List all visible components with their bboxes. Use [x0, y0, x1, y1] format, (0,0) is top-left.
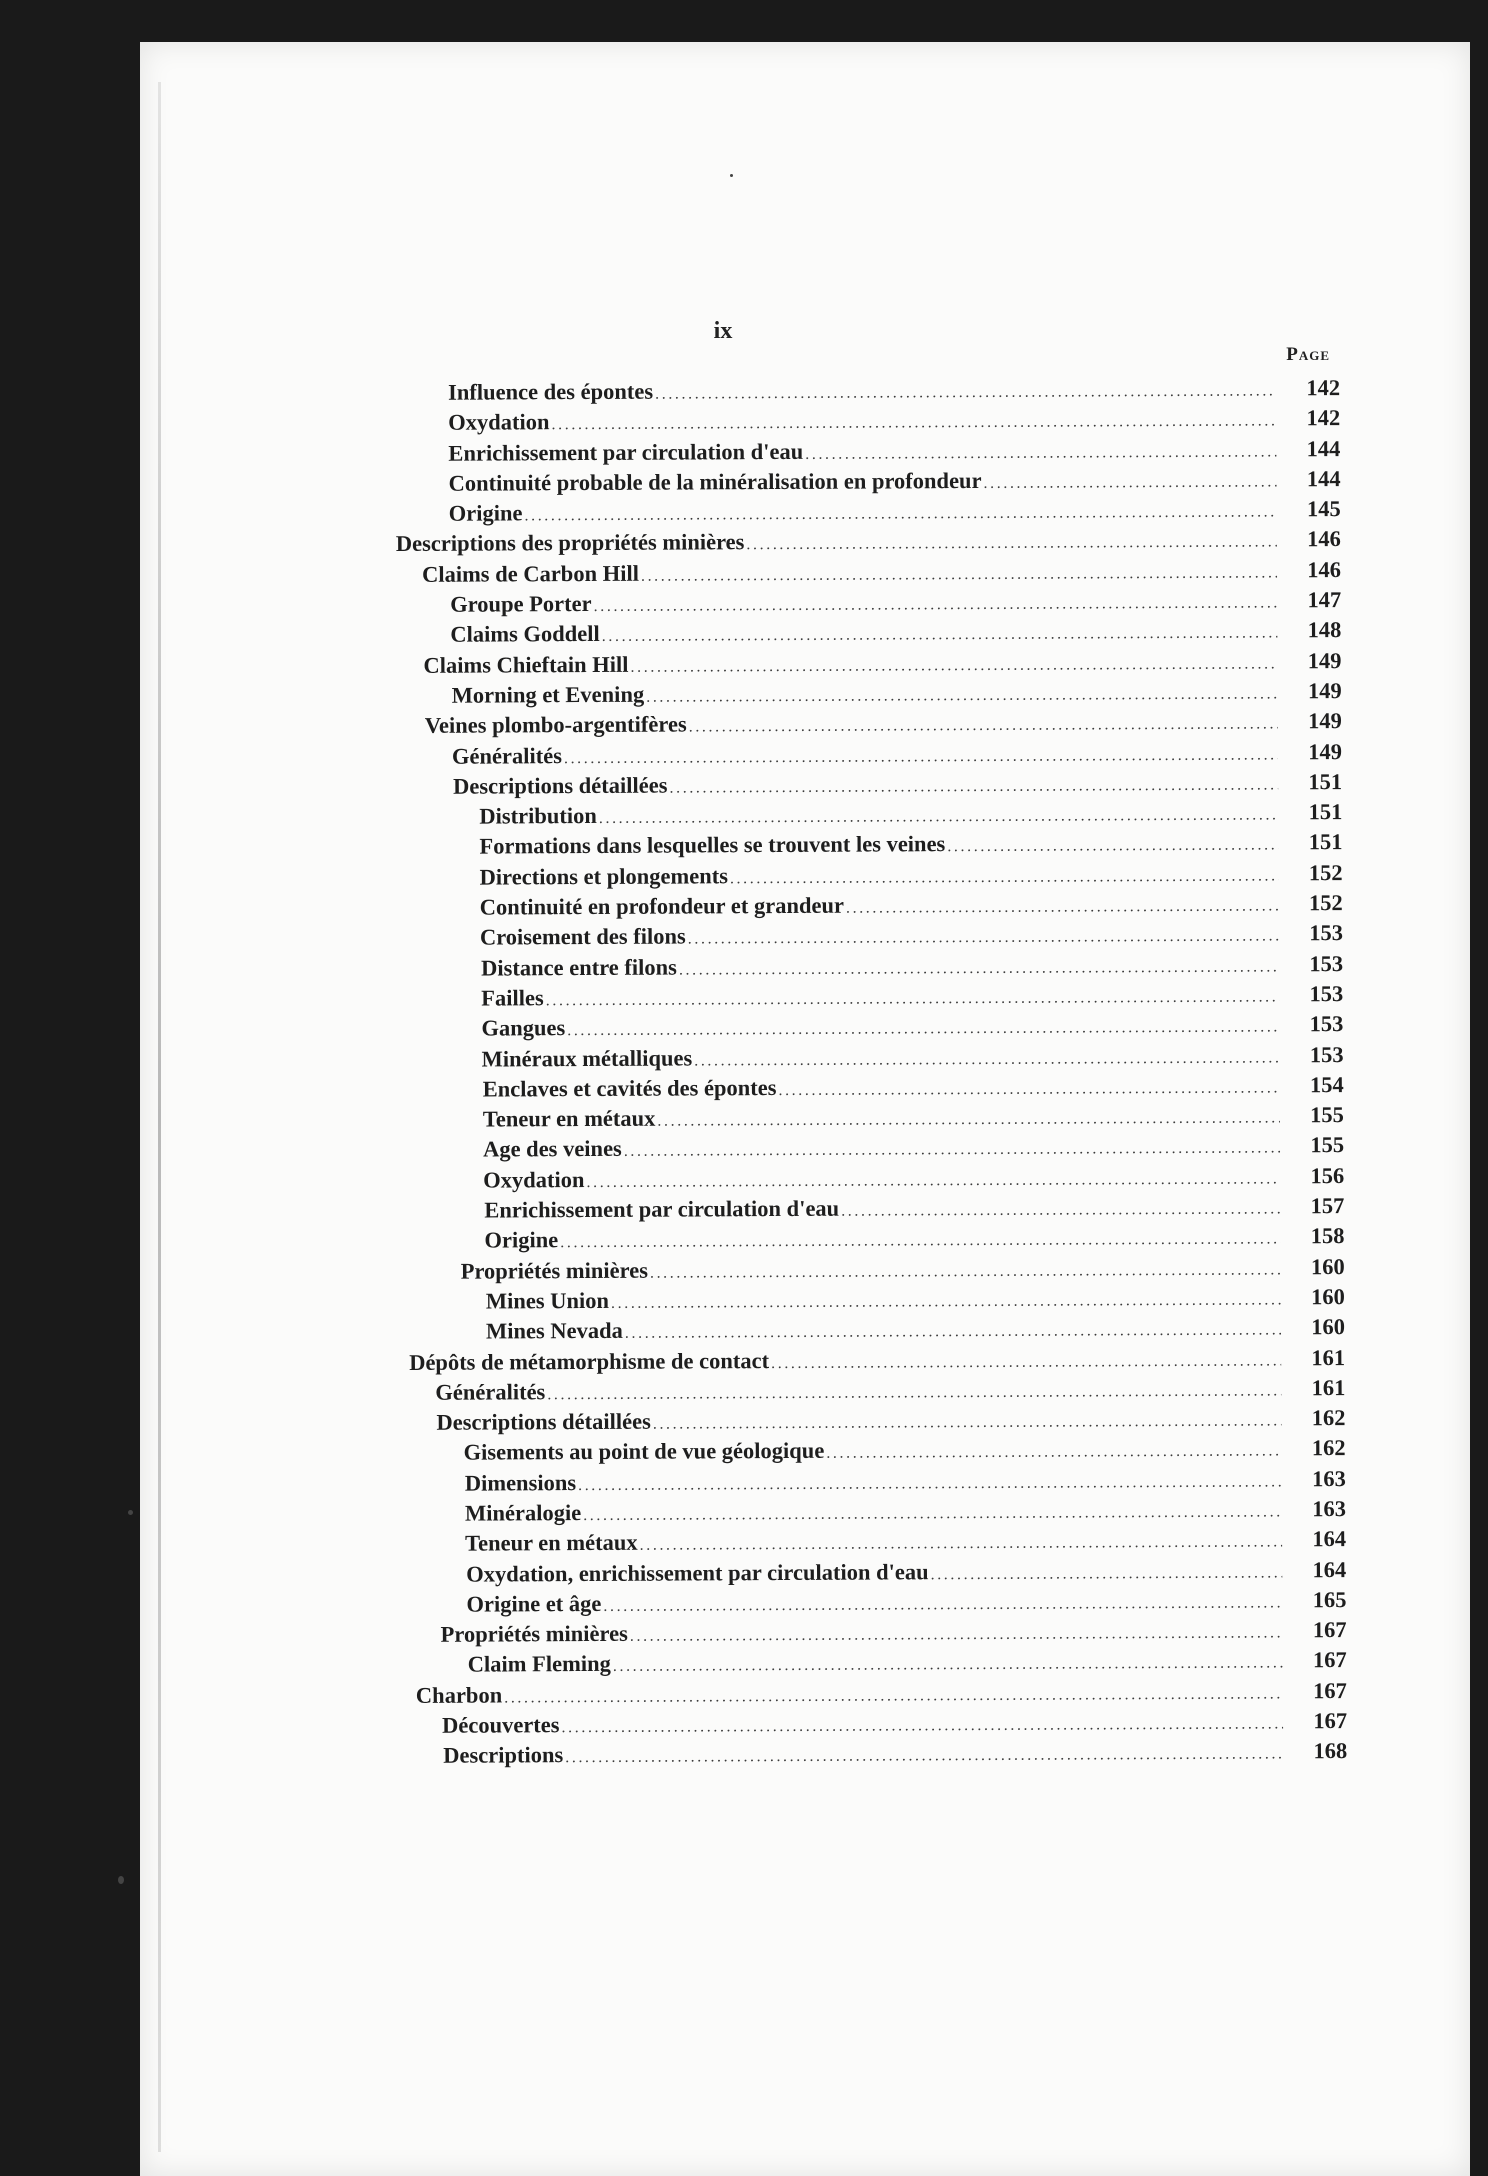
toc-entry-page-number: 153: [1309, 920, 1343, 946]
toc-entry-page-number: 156: [1310, 1162, 1345, 1188]
toc-entry: [400, 1252, 1345, 1287]
dot-leader: [630, 649, 1277, 683]
dot-leader: [657, 1104, 1280, 1138]
toc-entry: [400, 1343, 1345, 1378]
toc-entry: [400, 1312, 1345, 1347]
toc-entry-title: Descriptions détaillées: [453, 772, 668, 799]
toc-entry-title: Claim Fleming: [467, 1651, 611, 1678]
toc-entry: [401, 1433, 1346, 1468]
dot-leader: [602, 619, 1278, 653]
toc-entry-title: Origine et âge: [466, 1590, 602, 1617]
toc-entry: [402, 1706, 1347, 1741]
toc-entry: [395, 373, 1340, 408]
toc-entry-page-number: 162: [1311, 1435, 1346, 1461]
toc-entry-title: Minéraux métalliques: [481, 1044, 693, 1072]
dot-leader: [746, 528, 1277, 561]
toc-entry-title: Origine: [448, 500, 523, 526]
dot-leader: [653, 1406, 1282, 1440]
toc-entry: [402, 1676, 1347, 1711]
toc-entry-page-number: 162: [1311, 1405, 1346, 1431]
dot-leader: [688, 922, 1279, 955]
toc-entry: [396, 525, 1341, 560]
toc-entry-page-number: 160: [1311, 1314, 1346, 1340]
dot-leader: [841, 1194, 1280, 1227]
toc-entry: [398, 888, 1343, 923]
toc-entry-page-number: 146: [1307, 526, 1341, 552]
toc-entry-page-number: 153: [1309, 1041, 1344, 1067]
dot-leader: [805, 437, 1276, 470]
table-of-contents: [395, 373, 1347, 1772]
toc-entry: [402, 1736, 1347, 1771]
toc-entry-page-number: 153: [1309, 980, 1344, 1007]
toc-entry: [402, 1646, 1347, 1681]
dot-leader: [655, 376, 1276, 410]
dot-leader: [689, 710, 1278, 743]
toc-entry-title: Oxydation: [483, 1166, 585, 1193]
toc-entry: [395, 434, 1340, 469]
dot-leader: [578, 1467, 1282, 1501]
toc-entry: [400, 1403, 1345, 1438]
dot-leader: [679, 952, 1279, 985]
dot-leader: [504, 1679, 1283, 1713]
toc-entry: [400, 1373, 1345, 1408]
toc-entry-title: Dimensions: [464, 1469, 577, 1496]
toc-entry: [397, 676, 1342, 711]
dot-leader: [650, 1255, 1281, 1289]
toc-entry-page-number: 151: [1308, 768, 1343, 795]
toc-entry-page-number: 148: [1307, 617, 1342, 643]
toc-entry-title: Claims Goddell: [450, 621, 600, 648]
toc-entry-title: Gangues: [481, 1015, 566, 1041]
toc-entry-page-number: 146: [1307, 556, 1342, 583]
toc-entry: [397, 737, 1342, 772]
toc-entry-page-number: 160: [1311, 1283, 1345, 1310]
dot-leader: [624, 1134, 1280, 1168]
toc-entry-page-number: 163: [1312, 1496, 1346, 1522]
toc-entry-page-number: 149: [1308, 738, 1343, 764]
toc-entry-page-number: 149: [1307, 708, 1342, 734]
toc-entry-title: Continuité probable de la minéralisation en profondeur: [448, 467, 982, 496]
dot-leader: [594, 588, 1278, 622]
toc-entry: [398, 858, 1343, 893]
toc-entry-title: Mines Nevada: [485, 1318, 623, 1344]
toc-entry: [398, 918, 1343, 953]
toc-entry-title: Généralités: [435, 1379, 546, 1405]
toc-entry: [402, 1615, 1347, 1650]
toc-entry-page-number: 167: [1312, 1617, 1347, 1643]
toc-entry-title: Continuité en profondeur et grandeur: [479, 892, 845, 920]
toc-entry-page-number: 149: [1307, 647, 1342, 673]
toc-entry-title: Gisements au point de vue géologique: [463, 1438, 825, 1466]
toc-entry-page-number: 149: [1307, 678, 1342, 704]
toc-entry-page-number: 161: [1311, 1344, 1346, 1370]
dust-speck: [118, 1876, 124, 1884]
toc-entry: [400, 1282, 1345, 1317]
dot-leader: [846, 891, 1279, 924]
toc-entry-page-number: 164: [1312, 1556, 1347, 1582]
dot-leader: [561, 1709, 1283, 1743]
toc-entry-page-number: 160: [1310, 1253, 1345, 1279]
toc-entry: [398, 1040, 1343, 1075]
toc-entry-page-number: 163: [1311, 1465, 1346, 1491]
dot-leader: [613, 1649, 1283, 1683]
toc-entry-title: Enrichissement par circulation d'eau: [448, 438, 804, 466]
dot-leader: [546, 982, 1280, 1016]
toc-entry: [398, 1009, 1343, 1044]
toc-entry-title: Dépôts de métamorphisme de contact: [409, 1347, 770, 1375]
toc-entry-page-number: 152: [1308, 890, 1343, 916]
toc-entry-title: Enclaves et cavités des épontes: [482, 1074, 777, 1102]
dot-leader: [640, 1528, 1283, 1562]
dot-leader: [694, 1043, 1280, 1076]
dot-leader: [567, 1013, 1279, 1047]
toc-entry: [398, 979, 1343, 1014]
toc-entry-page-number: 167: [1312, 1647, 1347, 1673]
toc-entry-title: Origine: [484, 1227, 559, 1253]
toc-entry-title: Croisement des filons: [479, 923, 686, 950]
toc-entry-title: Veines plombo-argentifères: [424, 711, 687, 739]
dot-leader: [630, 1619, 1283, 1653]
toc-entry: [397, 797, 1342, 832]
toc-entry-title: Descriptions: [443, 1742, 564, 1769]
toc-entry-page-number: 142: [1306, 375, 1341, 401]
dot-leader: [524, 498, 1276, 532]
toc-entry-title: Minéralogie: [464, 1500, 582, 1526]
toc-entry-title: Enrichissement par circulation d'eau: [484, 1195, 840, 1223]
toc-entry-page-number: 144: [1306, 435, 1341, 461]
toc-entry-page-number: 155: [1310, 1102, 1344, 1128]
dot-leader: [586, 1164, 1280, 1198]
toc-entry: [399, 1130, 1344, 1165]
toc-entry: [397, 767, 1342, 802]
toc-entry: [399, 1100, 1344, 1135]
toc-entry: [396, 555, 1341, 590]
toc-entry: [397, 706, 1342, 741]
dot-leader: [983, 467, 1276, 499]
toc-entry-title: Teneur en métaux: [465, 1530, 638, 1556]
toc-entry-title: Propriétés minières: [440, 1620, 628, 1647]
toc-entry-page-number: 144: [1306, 465, 1341, 492]
toc-entry-page-number: 145: [1306, 496, 1341, 522]
dot-leader: [625, 1316, 1281, 1350]
toc-entry-title: Claims Chieftain Hill: [423, 651, 629, 678]
dot-leader: [551, 407, 1276, 441]
toc-entry-title: Généralités: [451, 742, 563, 769]
toc-entry-title: Teneur en métaux: [482, 1105, 656, 1132]
toc-entry-page-number: 147: [1307, 587, 1342, 613]
toc-entry-page-number: 158: [1310, 1223, 1345, 1249]
toc-entry: [401, 1524, 1346, 1559]
dot-leader: [583, 1497, 1282, 1531]
toc-entry-title: Formations dans lesquelles se trouvent les veines: [479, 831, 946, 860]
toc-entry-title: Découvertes: [441, 1712, 560, 1738]
toc-entry-title: Directions et plongements: [479, 863, 728, 890]
toc-entry-title: Distribution: [479, 803, 597, 829]
toc-entry-page-number: 151: [1308, 799, 1343, 825]
toc-entry: [399, 1221, 1344, 1256]
toc-entry-page-number: 167: [1313, 1708, 1348, 1734]
toc-entry: [396, 494, 1341, 529]
toc-entry-title: Descriptions détaillées: [436, 1408, 651, 1435]
dot-leader: [778, 1073, 1279, 1106]
toc-entry-page-number: 142: [1306, 405, 1341, 431]
toc-entry-title: Oxydation, enrichissement par circulation d'eau: [466, 1558, 929, 1587]
dot-leader: [826, 1437, 1281, 1470]
dot-leader: [669, 770, 1278, 803]
toc-entry-title: Mines Union: [485, 1287, 610, 1314]
dust-speck: [128, 1510, 133, 1515]
toc-entry: [399, 1161, 1344, 1196]
toc-entry: [399, 1070, 1344, 1105]
toc-entry: [397, 827, 1342, 862]
toc-entry-page-number: 161: [1311, 1374, 1346, 1401]
dust-speck: [730, 174, 733, 177]
toc-entry-title: Failles: [481, 985, 544, 1011]
toc-entry-title: Claims de Carbon Hill: [421, 560, 639, 587]
dot-leader: [931, 1558, 1283, 1590]
dot-leader: [547, 1376, 1281, 1410]
toc-entry-page-number: 167: [1313, 1677, 1347, 1703]
page-folio: ix: [713, 318, 733, 344]
binding-shadow: [158, 82, 161, 2152]
toc-entry-page-number: 154: [1309, 1071, 1344, 1098]
toc-entry-title: Oxydation: [448, 409, 550, 436]
toc-entry-title: Morning et Evening: [451, 681, 645, 708]
toc-entry-title: Age des veines: [482, 1136, 622, 1162]
toc-entry: [395, 464, 1340, 499]
dot-leader: [560, 1225, 1280, 1259]
toc-entry-page-number: 152: [1308, 859, 1343, 885]
toc-entry: [395, 403, 1340, 438]
dot-leader: [730, 861, 1279, 894]
dot-leader: [564, 740, 1278, 774]
toc-entry-title: Charbon: [415, 1682, 503, 1708]
toc-entry: [399, 1191, 1344, 1226]
dot-leader: [947, 831, 1278, 863]
toc-entry-title: Propriétés minières: [460, 1257, 648, 1284]
dot-leader: [641, 558, 1277, 592]
toc-entry: [401, 1585, 1346, 1620]
toc-entry-page-number: 168: [1313, 1738, 1348, 1764]
toc-entry-page-number: 153: [1309, 950, 1344, 976]
toc-entry: [401, 1555, 1346, 1590]
toc-entry-page-number: 155: [1310, 1132, 1345, 1158]
toc-entry-page-number: 157: [1310, 1193, 1345, 1219]
toc-entry-page-number: 165: [1312, 1586, 1347, 1613]
page-column-heading: Page: [1286, 344, 1330, 365]
dot-leader: [603, 1588, 1282, 1622]
document-page: [140, 42, 1470, 2176]
dot-leader: [771, 1346, 1281, 1379]
toc-entry: [396, 585, 1341, 620]
toc-entry: [398, 949, 1343, 984]
toc-entry: [401, 1464, 1346, 1499]
toc-entry-title: Distance entre filons: [481, 954, 677, 981]
dot-leader: [565, 1740, 1283, 1774]
toc-entry-page-number: 164: [1312, 1526, 1347, 1552]
toc-entry-title: Influence des épontes: [448, 378, 654, 405]
toc-entry-title: Groupe Porter: [450, 591, 592, 617]
toc-entry-page-number: 153: [1309, 1011, 1344, 1037]
toc-entry: [396, 646, 1341, 681]
toc-entry-page-number: 151: [1308, 829, 1343, 855]
dot-leader: [611, 1285, 1281, 1319]
toc-entry: [396, 615, 1341, 650]
dot-leader: [646, 679, 1278, 713]
toc-entry-title: Descriptions des propriétés minières: [395, 529, 745, 557]
toc-entry: [401, 1494, 1346, 1529]
